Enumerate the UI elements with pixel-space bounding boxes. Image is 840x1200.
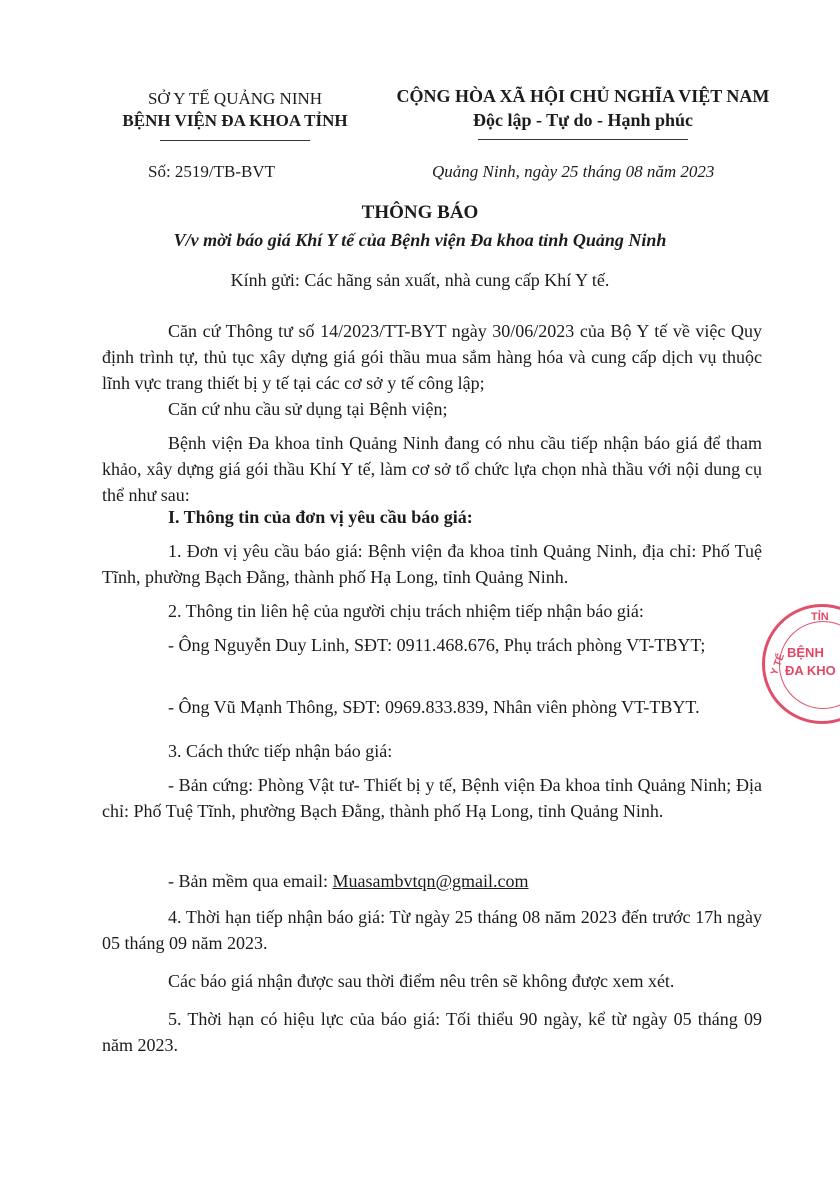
needs-basis-paragraph: Căn cứ nhu cầu sử dụng tại Bệnh viện; [168,399,448,419]
hardcopy-address: - Bản cứng: Phòng Vật tư- Thiết bị y tế, Bệnh viện Đa khoa tỉnh Quảng Ninh; Địa chỉ: Phố Tuệ Tĩnh, phường Bạch Đằng, thành phố Hạ Long, tỉnh Quảng Ninh. [102,775,762,821]
recipient-line: Kính gửi: Các hãng sản xuất, nhà cung cấp Khí Y tế. [230,270,610,290]
place-and-date: Quảng Ninh, ngày 25 tháng 08 năm 2023 [432,162,715,181]
validity-item: 5. Thời hạn có hiệu lực của báo giá: Tối thiểu 90 ngày, kể từ ngày 05 tháng 09 năm 2023. [102,1009,762,1055]
issuing-organization [100,88,370,132]
section-heading: I. Thông tin của đơn vị yêu cầu báo giá: [168,507,473,527]
document-title: THÔNG BÁO [361,202,479,223]
contact-info-item: 2. Thông tin liên hệ của người chịu trách nhiệm tiếp nhận báo giá: [168,601,644,621]
late-submission-note: Các báo giá nhận được sau thời điểm nêu trên sẽ không được xem xét. [168,971,675,991]
softcopy-label: - Bản mềm qua email: [168,871,333,891]
legal-basis-paragraph: Căn cứ Thông tư số 14/2023/TT-BYT ngày 30/06/2023 của Bộ Y tế về việc Quy định trình tự, thủ tục xây dựng giá gói thầu mua sắm hàng hóa và cung cấp dịch vụ thuộc lĩnh vực trang thiết bị y tế tại các cơ sở y tế công lập; [102,321,762,393]
seal-text-line2: ĐA KHO [785,663,836,678]
softcopy-line [102,868,762,894]
contact-person-1: - Ông Nguyễn Duy Linh, SĐT: 0911.468.676, Phụ trách phòng VT-TBYT; [168,635,706,655]
intro-paragraph: Bệnh viện Đa khoa tỉnh Quảng Ninh đang có nhu cầu tiếp nhận báo giá để tham khảo, xây dựng giá gói thầu Khí Y tế, làm cơ sở tổ chức lựa chọn nhà thầu với nội dung cụ thể như sau: [102,433,762,505]
seal-text-line1: BỆNH [787,645,824,660]
deadline-item: 4. Thời hạn tiếp nhận báo giá: Từ ngày 25 tháng 08 năm 2023 đến trước 17h ngày 05 tháng 09 năm 2023. [102,907,762,953]
seal-arc-left: Y TẾ [769,652,787,677]
email-link[interactable]: Muasambvtqn@gmail.com [332,871,529,891]
document-number: Số: 2519/TB-BVT [148,162,276,181]
document-subject: V/v mời báo giá Khí Y tế của Bệnh viện Đa khoa tỉnh Quảng Ninh [173,230,667,250]
motto-underline [478,139,688,140]
org-underline [160,140,310,141]
country-name: CỘNG HÒA XÃ HỘI CHỦ NGHĨA VIỆT NAM [396,86,770,106]
requesting-unit-item: 1. Đơn vị yêu cầu báo giá: Bệnh viện đa khoa tỉnh Quảng Ninh, địa chỉ: Phố Tuệ Tĩnh, phường Bạch Đằng, thành phố Hạ Long, tỉnh Quảng Ninh. [102,541,762,587]
contact-person-2: - Ông Vũ Mạnh Thông, SĐT: 0969.833.839, Nhân viên phòng VT-TBYT. [168,697,700,717]
national-motto [388,84,778,132]
motto: Độc lập - Tự do - Hạnh phúc [472,110,694,130]
parent-agency: SỞ Y TẾ QUẢNG NINH [147,89,323,108]
seal-arc-top: TỈN [811,611,829,623]
official-seal [762,604,840,724]
receiving-method-item: 3. Cách thức tiếp nhận báo giá: [168,741,393,761]
hospital-name: BỆNH VIỆN ĐA KHOA TỈNH [122,111,348,130]
